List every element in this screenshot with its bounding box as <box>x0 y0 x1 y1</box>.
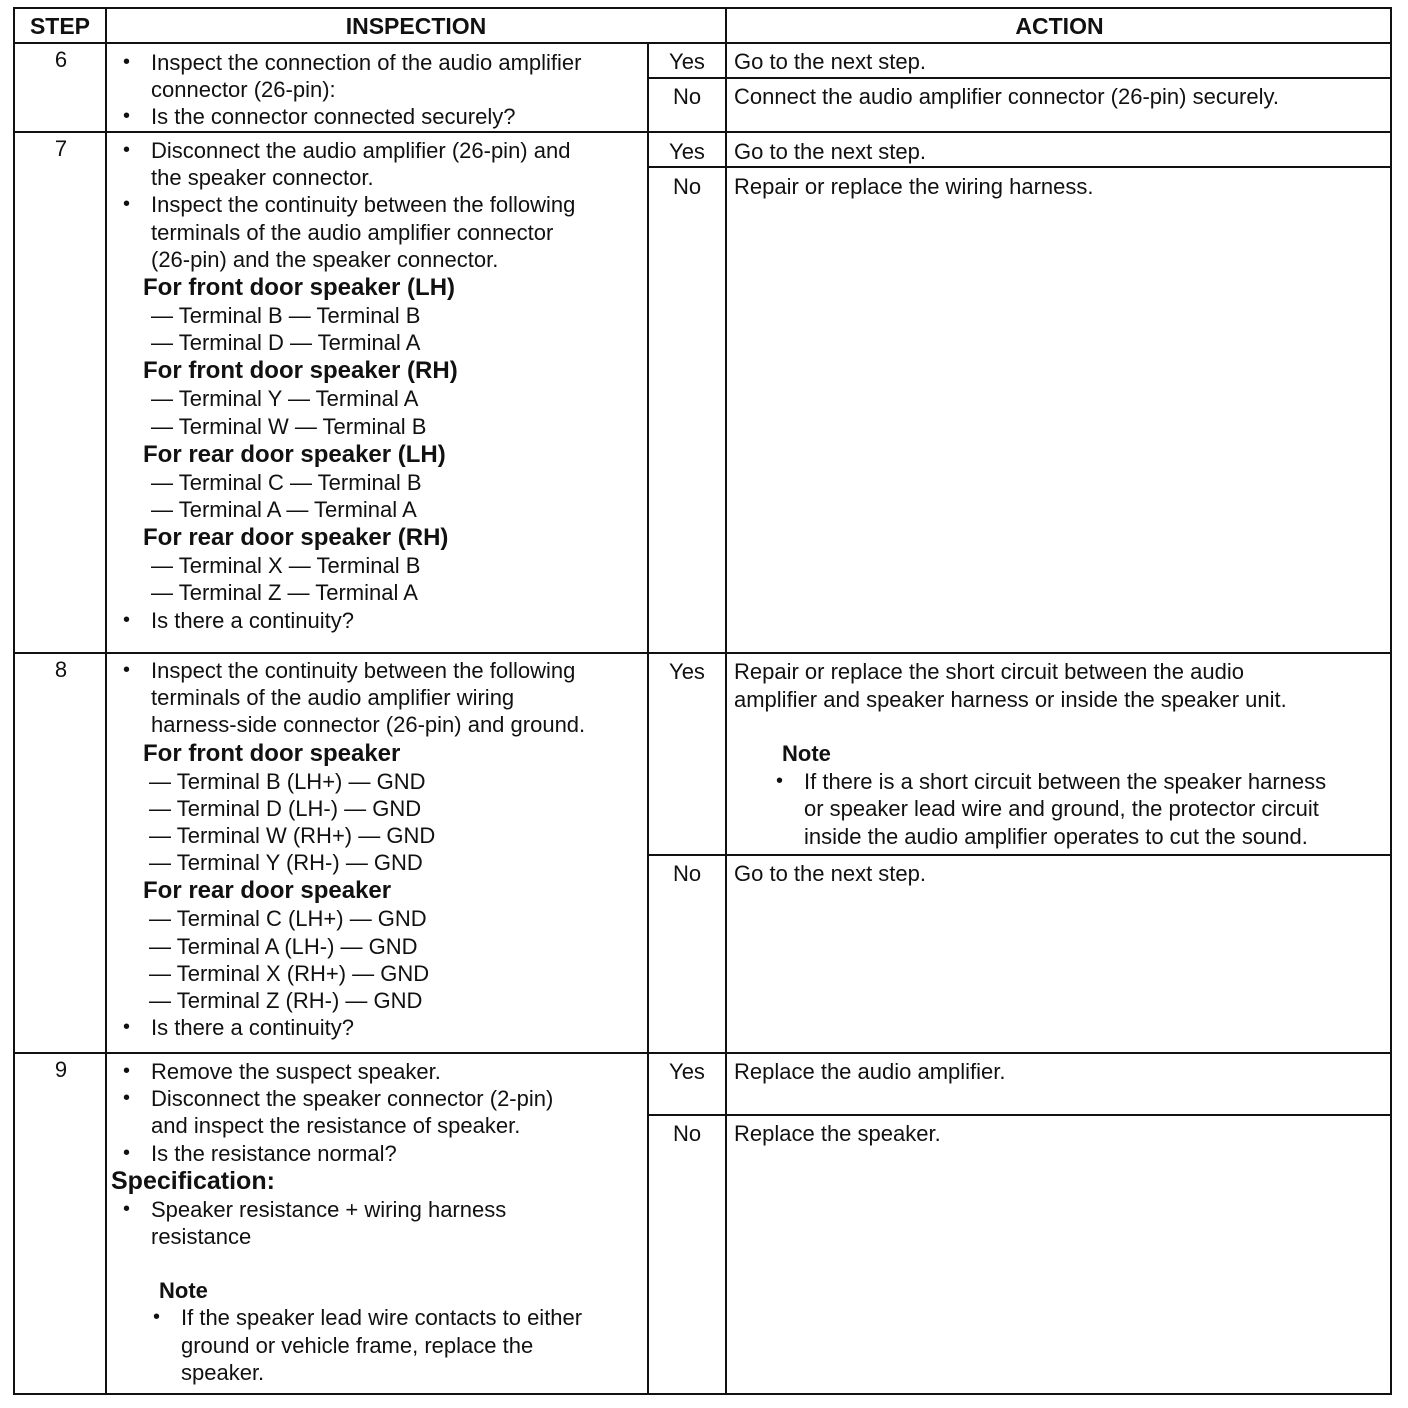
diagnostic-table <box>13 7 1392 1395</box>
bullet-continuation: connector (26-pin): <box>151 77 336 103</box>
inspection-cell <box>111 137 575 634</box>
section-heading: For rear door speaker (LH) <box>143 440 446 468</box>
bullet-item: • Inspect the continuity between the following <box>111 657 585 684</box>
terminal-ground: — Terminal A (LH-) — GND <box>149 933 418 959</box>
bullet-continuation: terminals of the audio amplifier wiring <box>151 685 515 711</box>
inspection-cell <box>111 657 585 1041</box>
terminal-ground: — Terminal D (LH-) — GND <box>149 795 422 821</box>
terminal-pair: — Terminal Z — Terminal A <box>151 580 418 606</box>
row8-yesno-divider <box>647 854 1392 856</box>
bullet-item: • Is the connector connected securely? <box>111 103 582 130</box>
note-continuation: speaker. <box>181 1359 265 1385</box>
bullet-item: • Inspect the continuity between the following <box>111 191 575 218</box>
inspection-cell <box>111 1058 582 1386</box>
row6-yesno-divider <box>647 77 1392 79</box>
bullet-item: • Disconnect the audio amplifier (26-pin) and <box>111 137 575 164</box>
terminal-pair: — Terminal D — Terminal A <box>151 330 421 356</box>
terminal-pair: — Terminal X — Terminal B <box>151 553 421 579</box>
no-action: Connect the audio amplifier connector (26-pin) securely. <box>734 84 1279 109</box>
row7-yesno-divider <box>647 166 1392 168</box>
note-title: Note <box>159 1278 208 1304</box>
note-continuation: ground or vehicle frame, replace the <box>181 1332 534 1358</box>
step-number: 8 <box>54 657 68 682</box>
inspection-cell <box>111 49 582 131</box>
bullet-continuation: terminals of the audio amplifier connector <box>151 219 554 245</box>
terminal-ground: — Terminal B (LH+) — GND <box>149 768 426 794</box>
section-heading: For rear door speaker <box>143 877 392 905</box>
section-heading: For front door speaker (LH) <box>143 274 456 302</box>
step-column-divider <box>105 9 107 1395</box>
bullet-item: • Inspect the connection of the audio amplifier <box>111 49 582 76</box>
note-bullet: • If there is a short circuit between the speaker harness <box>734 768 1326 796</box>
specification-heading: Specification: <box>111 1166 275 1195</box>
step-number: 9 <box>54 1057 68 1082</box>
no-action: Go to the next step. <box>734 861 927 886</box>
bullet-continuation: harness-side connector (26-pin) and ground. <box>151 712 586 738</box>
terminal-pair: — Terminal C — Terminal B <box>151 469 422 495</box>
no-action: Replace the speaker. <box>734 1121 941 1146</box>
yes-label: Yes <box>669 49 705 74</box>
terminal-pair: — Terminal Y — Terminal A <box>151 386 419 412</box>
yes-action <box>734 658 1326 850</box>
no-label: No <box>672 174 702 199</box>
action-line: Repair or replace the short circuit between the audio <box>734 659 1244 684</box>
section-heading: For front door speaker <box>143 739 401 767</box>
bullet-continuation: resistance <box>151 1224 252 1250</box>
action-line: amplifier and speaker harness or inside the speaker unit. <box>734 686 1287 712</box>
terminal-ground: — Terminal Y (RH-) — GND <box>149 850 423 876</box>
terminal-ground: — Terminal W (RH+) — GND <box>149 823 436 849</box>
section-heading: For rear door speaker (RH) <box>143 524 449 552</box>
yes-action: Go to the next step. <box>734 49 927 74</box>
no-action: Repair or replace the wiring harness. <box>734 174 1094 199</box>
row6-divider <box>15 131 1392 133</box>
bullet-item: • Is there a continuity? <box>111 607 575 634</box>
terminal-ground: — Terminal C (LH+) — GND <box>149 906 427 932</box>
note-continuation: or speaker lead wire and ground, the protector circuit <box>804 796 1319 821</box>
bullet-item: • Remove the suspect speaker. <box>111 1058 582 1085</box>
row9-yesno-divider <box>647 1114 1392 1116</box>
no-label: No <box>672 84 702 109</box>
yes-action: Replace the audio amplifier. <box>734 1059 1006 1084</box>
terminal-ground: — Terminal X (RH+) — GND <box>149 960 430 986</box>
row7-divider <box>15 652 1392 654</box>
terminal-ground: — Terminal Z (RH-) — GND <box>149 988 423 1014</box>
step-number: 7 <box>54 136 68 161</box>
yes-action: Go to the next step. <box>734 139 927 164</box>
note-bullet: • If the speaker lead wire contacts to either <box>111 1304 582 1331</box>
no-label: No <box>672 861 702 886</box>
header-step: STEP <box>29 13 91 39</box>
bullet-item: • Disconnect the speaker connector (2-pin) <box>111 1085 582 1112</box>
section-heading: For front door speaker (RH) <box>143 357 458 385</box>
bullet-continuation: the speaker connector. <box>151 165 374 191</box>
no-label: No <box>672 1121 702 1146</box>
header-action: ACTION <box>1015 13 1104 39</box>
bullet-continuation: (26-pin) and the speaker connector. <box>151 246 499 272</box>
terminal-pair: — Terminal B — Terminal B <box>151 303 421 329</box>
bullet-item: • Speaker resistance + wiring harness <box>111 1196 582 1223</box>
terminal-pair: — Terminal W — Terminal B <box>151 413 427 439</box>
yesno-column-divider <box>647 43 649 1395</box>
note-title: Note <box>782 741 831 766</box>
bullet-item: • Is there a continuity? <box>111 1014 585 1041</box>
yes-label: Yes <box>669 659 705 684</box>
bullet-item: • Is the resistance normal? <box>111 1140 582 1167</box>
note-continuation: inside the audio amplifier operates to cut the sound. <box>804 823 1308 849</box>
header-inspection: INSPECTION <box>345 13 487 39</box>
row8-divider <box>15 1052 1392 1054</box>
terminal-pair: — Terminal A — Terminal A <box>151 497 417 523</box>
yes-label: Yes <box>669 139 705 164</box>
action-column-divider <box>725 9 727 1395</box>
yes-label: Yes <box>669 1059 705 1084</box>
bullet-continuation: and inspect the resistance of speaker. <box>151 1113 521 1139</box>
step-number: 6 <box>54 47 68 72</box>
